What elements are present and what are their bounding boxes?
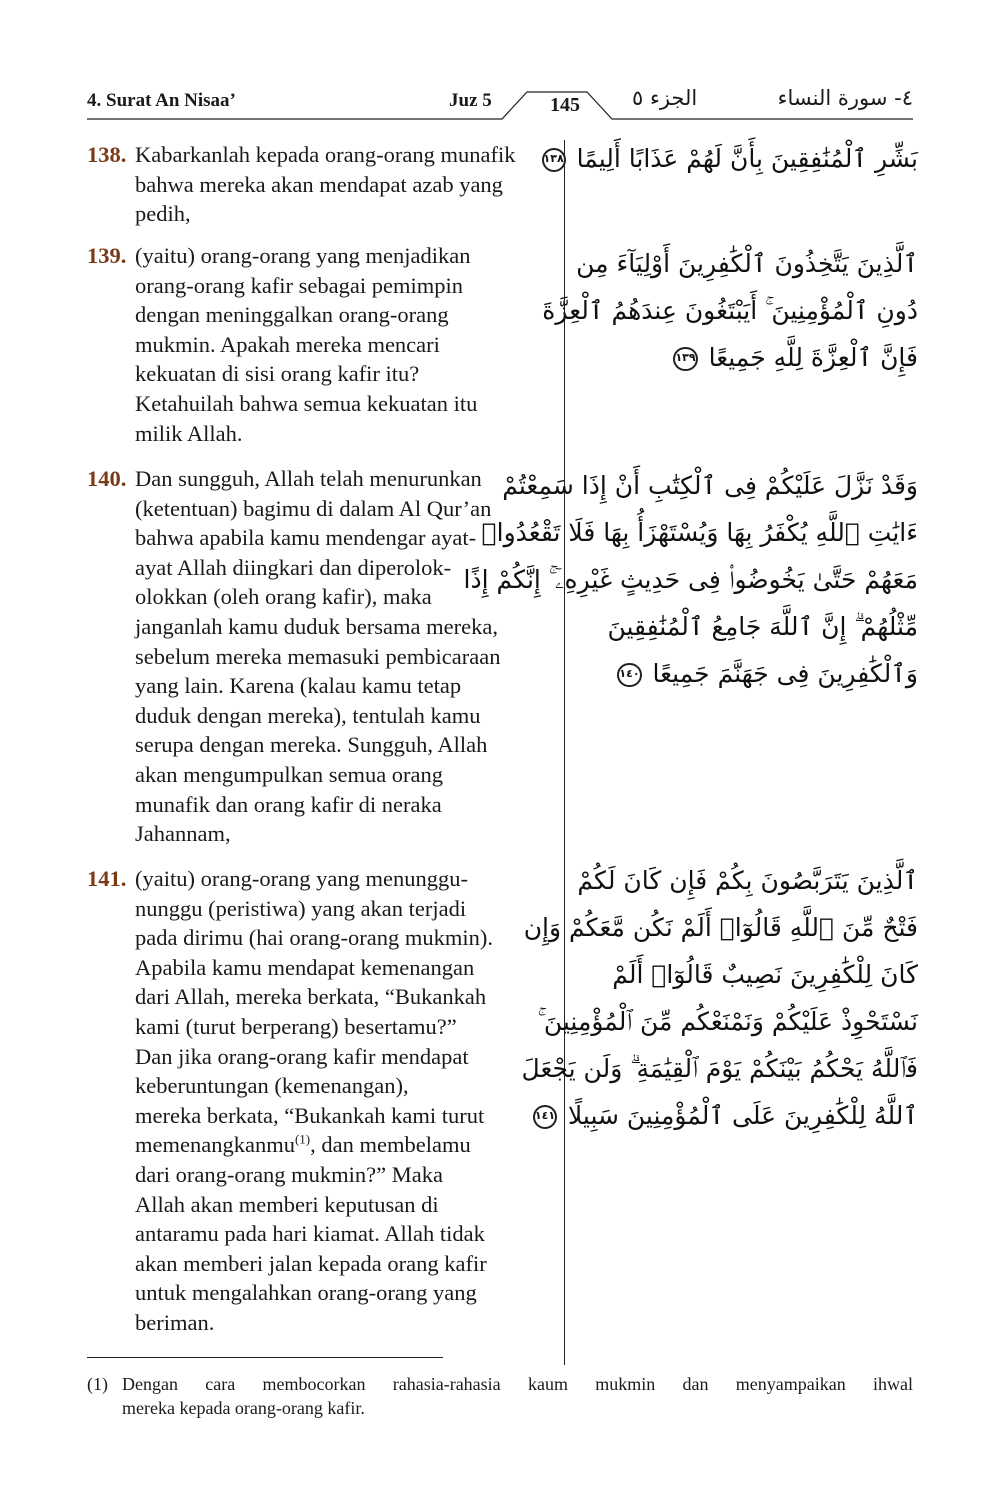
arabic-line: فَٱللَّهُ يَحْكُمُ بَيْنَكُمْ يَوْمَ ٱلْقِيَٰمَةِ ۗ وَلَن يَجْعَلَ (521, 1054, 918, 1083)
translation-line: ayat Allah diingkari dan diperolok- (135, 554, 452, 580)
juz-label-latin: Juz 5 (449, 90, 492, 111)
verse-139-arabic (542, 240, 918, 381)
translation-line: orang-orang kafir sebagai pemimpin (135, 272, 464, 298)
translation-line: Ketahuilah bahwa semua kekuatan itu (135, 390, 478, 416)
translation-line: Dan jika orang-orang kafir mendapat (135, 1043, 469, 1069)
translation-line: serupa dengan mereka. Sungguh, Allah (135, 732, 488, 758)
arabic-line: وَقَدْ نَزَّلَ عَلَيْكُمْ فِى ٱلْكِتَٰبِ أَنْ إِذَا سَمِعْتُمْ (502, 471, 918, 500)
footnote-line: mereka kepada orang-orang kafir. (122, 1398, 365, 1418)
translation-line: akan memberi jalan kepada orang kafir (135, 1250, 487, 1276)
juz-label-arabic: الجزء ٥ (632, 86, 698, 110)
translation-line: memenangkanmu$^{(1)}$, dan membelamu (135, 1131, 471, 1158)
arabic-line: بَشِّرِ ٱلْمُنَٰفِقِينَ بِأَنَّ لَهُمْ عَذَابًا أَلِيمًا ١٣٨ (543, 144, 918, 173)
translation-line: (ketentuan) bagimu di dalam Al Qur’an (135, 495, 492, 521)
translation-line: milik Allah. (135, 420, 243, 446)
translation-line: bahwa mereka akan mendapat azab yang (135, 171, 503, 197)
translation-line: beriman. (135, 1309, 215, 1335)
arabic-line: مَعَهُمْ حَتَّىٰ يَخُوضُوا۟ فِى حَدِيثٍ غَيْرِهِۦٓ ۚ إِنَّكُمْ إِذًا (463, 565, 918, 594)
footnote-reference: (1) (294, 1131, 311, 1147)
translation-line: kekuatan di sisi orang kafir itu? (135, 361, 420, 387)
translation-line: Jahannam, (135, 821, 231, 847)
translation-line: yang lain. Karena (kalau kamu tetap (135, 673, 462, 699)
verse-number: 139. (87, 243, 127, 268)
ayah-end-marker: ١٣٨ (542, 148, 566, 172)
verse-140-arabic (463, 462, 918, 697)
arabic-line: فَإِنَّ ٱلْعِزَّةَ لِلَّهِ جَمِيعًا ١٣٩ (675, 343, 918, 372)
page-header (87, 82, 913, 122)
translation-line: janganlah kamu duduk bersama mereka, (135, 613, 498, 639)
translation-line: dari Allah, mereka berkata, “Bukankah (135, 984, 487, 1010)
translation-line: munafik dan orang kafir di neraka (135, 791, 442, 817)
translation-line: Kabarkanlah kepada orang-orang munafik (135, 142, 516, 167)
verse-138-arabic (543, 135, 918, 182)
translation-line: antaramu pada hari kiamat. Allah tidak (135, 1221, 485, 1247)
ayah-end-marker: ١٤٠ (617, 663, 641, 687)
translation-line: untuk mengalahkan orang-orang yang (135, 1280, 477, 1306)
translation-line: (yaitu) orang-orang yang menjadikan (135, 243, 471, 268)
arabic-line: فَتْحٌ مِّنَ ٱللَّهِ قَالُوٓا۟ أَلَمْ نَكُن مَّعَكُمْ وَإِن (523, 913, 918, 942)
footnote-marker: (1) (87, 1374, 108, 1394)
translation-line: Allah akan memberi keputusan di (135, 1191, 439, 1217)
translation-line: olokkan (oleh orang kafir), maka (135, 584, 432, 610)
verse-139-translation (87, 241, 557, 448)
translation-line: mukmin. Apakah mereka mencari (135, 331, 440, 357)
translation-line: mereka berkata, “Bukankah kami turut (135, 1102, 485, 1128)
translation-line: pedih, (135, 201, 191, 227)
verse-number: 141. (87, 866, 127, 891)
footnote-line: Dengan cara membocorkan rahasia-rahasia kaum mukmin dan menyampaikan ihwal (122, 1374, 913, 1394)
footnote-rule (87, 1357, 443, 1358)
translation-line: keberuntungan (kemenangan), (135, 1073, 409, 1099)
ayah-end-marker: ١٤١ (533, 1105, 557, 1129)
translation-line: bahwa apabila kamu mendengar ayat- (135, 525, 477, 551)
arabic-line: دُونِ ٱلْمُؤْمِنِينَ ۚ أَيَبْتَغُونَ عِندَهُمُ ٱلْعِزَّةَ (542, 296, 918, 325)
translation-line: Dan sungguh, Allah telah menurunkan (135, 466, 482, 491)
translation-line: Apabila kamu mendapat kemenangan (135, 954, 475, 980)
translation-line: kami (turut berperang) besertamu?” (135, 1013, 457, 1039)
arabic-line: ءَايَٰتِ ٱللَّهِ يُكْفَرُ بِهَا وَيُسْتَهْزَأُ بِهَا فَلَا تَقْعُدُوا۟ (481, 518, 918, 547)
arabic-line: نَسْتَحْوِذْ عَلَيْكُمْ وَنَمْنَعْكُم مِّنَ ٱلْمُؤْمِنِينَ ۚ (537, 1007, 918, 1036)
translation-line: pada dirimu (hai orang-orang mukmin). (135, 925, 494, 951)
verse-number: 140. (87, 466, 127, 491)
translation-line: duduk dengan mereka), tentulah kamu (135, 702, 481, 728)
page-number: 145 (550, 94, 580, 116)
verse-141-arabic (521, 857, 918, 1139)
arabic-line: مِّثْلُهُمْ ۗ إِنَّ ٱللَّهَ جَامِعُ ٱلْمُنَٰفِقِينَ (607, 612, 918, 641)
translation-line: dengan meninggalkan orang-orang (135, 302, 449, 328)
arabic-line: ٱلَّذِينَ يَتَّخِذُونَ ٱلْكَٰفِرِينَ أَوْلِيَآءَ مِن (576, 249, 918, 278)
arabic-line: ٱللَّهُ لِلْكَٰفِرِينَ عَلَى ٱلْمُؤْمِنِينَ سَبِيلًا ١٤١ (534, 1101, 918, 1130)
translation-line: nunggu (peristiwa) yang akan terjadi (135, 895, 467, 921)
translation-line: sebelum mereka memasuki pembicaraan (135, 643, 501, 669)
verse-141-translation (87, 864, 557, 1338)
arabic-line: وَٱلْكَٰفِرِينَ فِى جَهَنَّمَ جَمِيعًا ١٤٠ (619, 659, 918, 688)
translation-line: dari orang-orang mukmin?” Maka (135, 1161, 444, 1187)
arabic-line: ٱلَّذِينَ يَتَرَبَّصُونَ بِكُمْ فَإِن كَانَ لَكُمْ (577, 866, 918, 895)
surah-title-arabic: ٤- سورة النساء (777, 86, 913, 110)
footnote (87, 1372, 913, 1420)
verse-number: 138. (87, 142, 127, 167)
translation-line: akan mengumpulkan semua orang (135, 761, 444, 787)
verse-138-translation (87, 140, 557, 229)
arabic-line: كَانَ لِلْكَٰفِرِينَ نَصِيبٌ قَالُوٓا۟ أَلَمْ (612, 960, 918, 989)
ayah-end-marker: ١٣٩ (673, 347, 697, 371)
translation-line: (yaitu) orang-orang yang menunggu- (135, 866, 469, 891)
surah-title-latin: 4. Surat An Nisaa’ (87, 90, 236, 111)
